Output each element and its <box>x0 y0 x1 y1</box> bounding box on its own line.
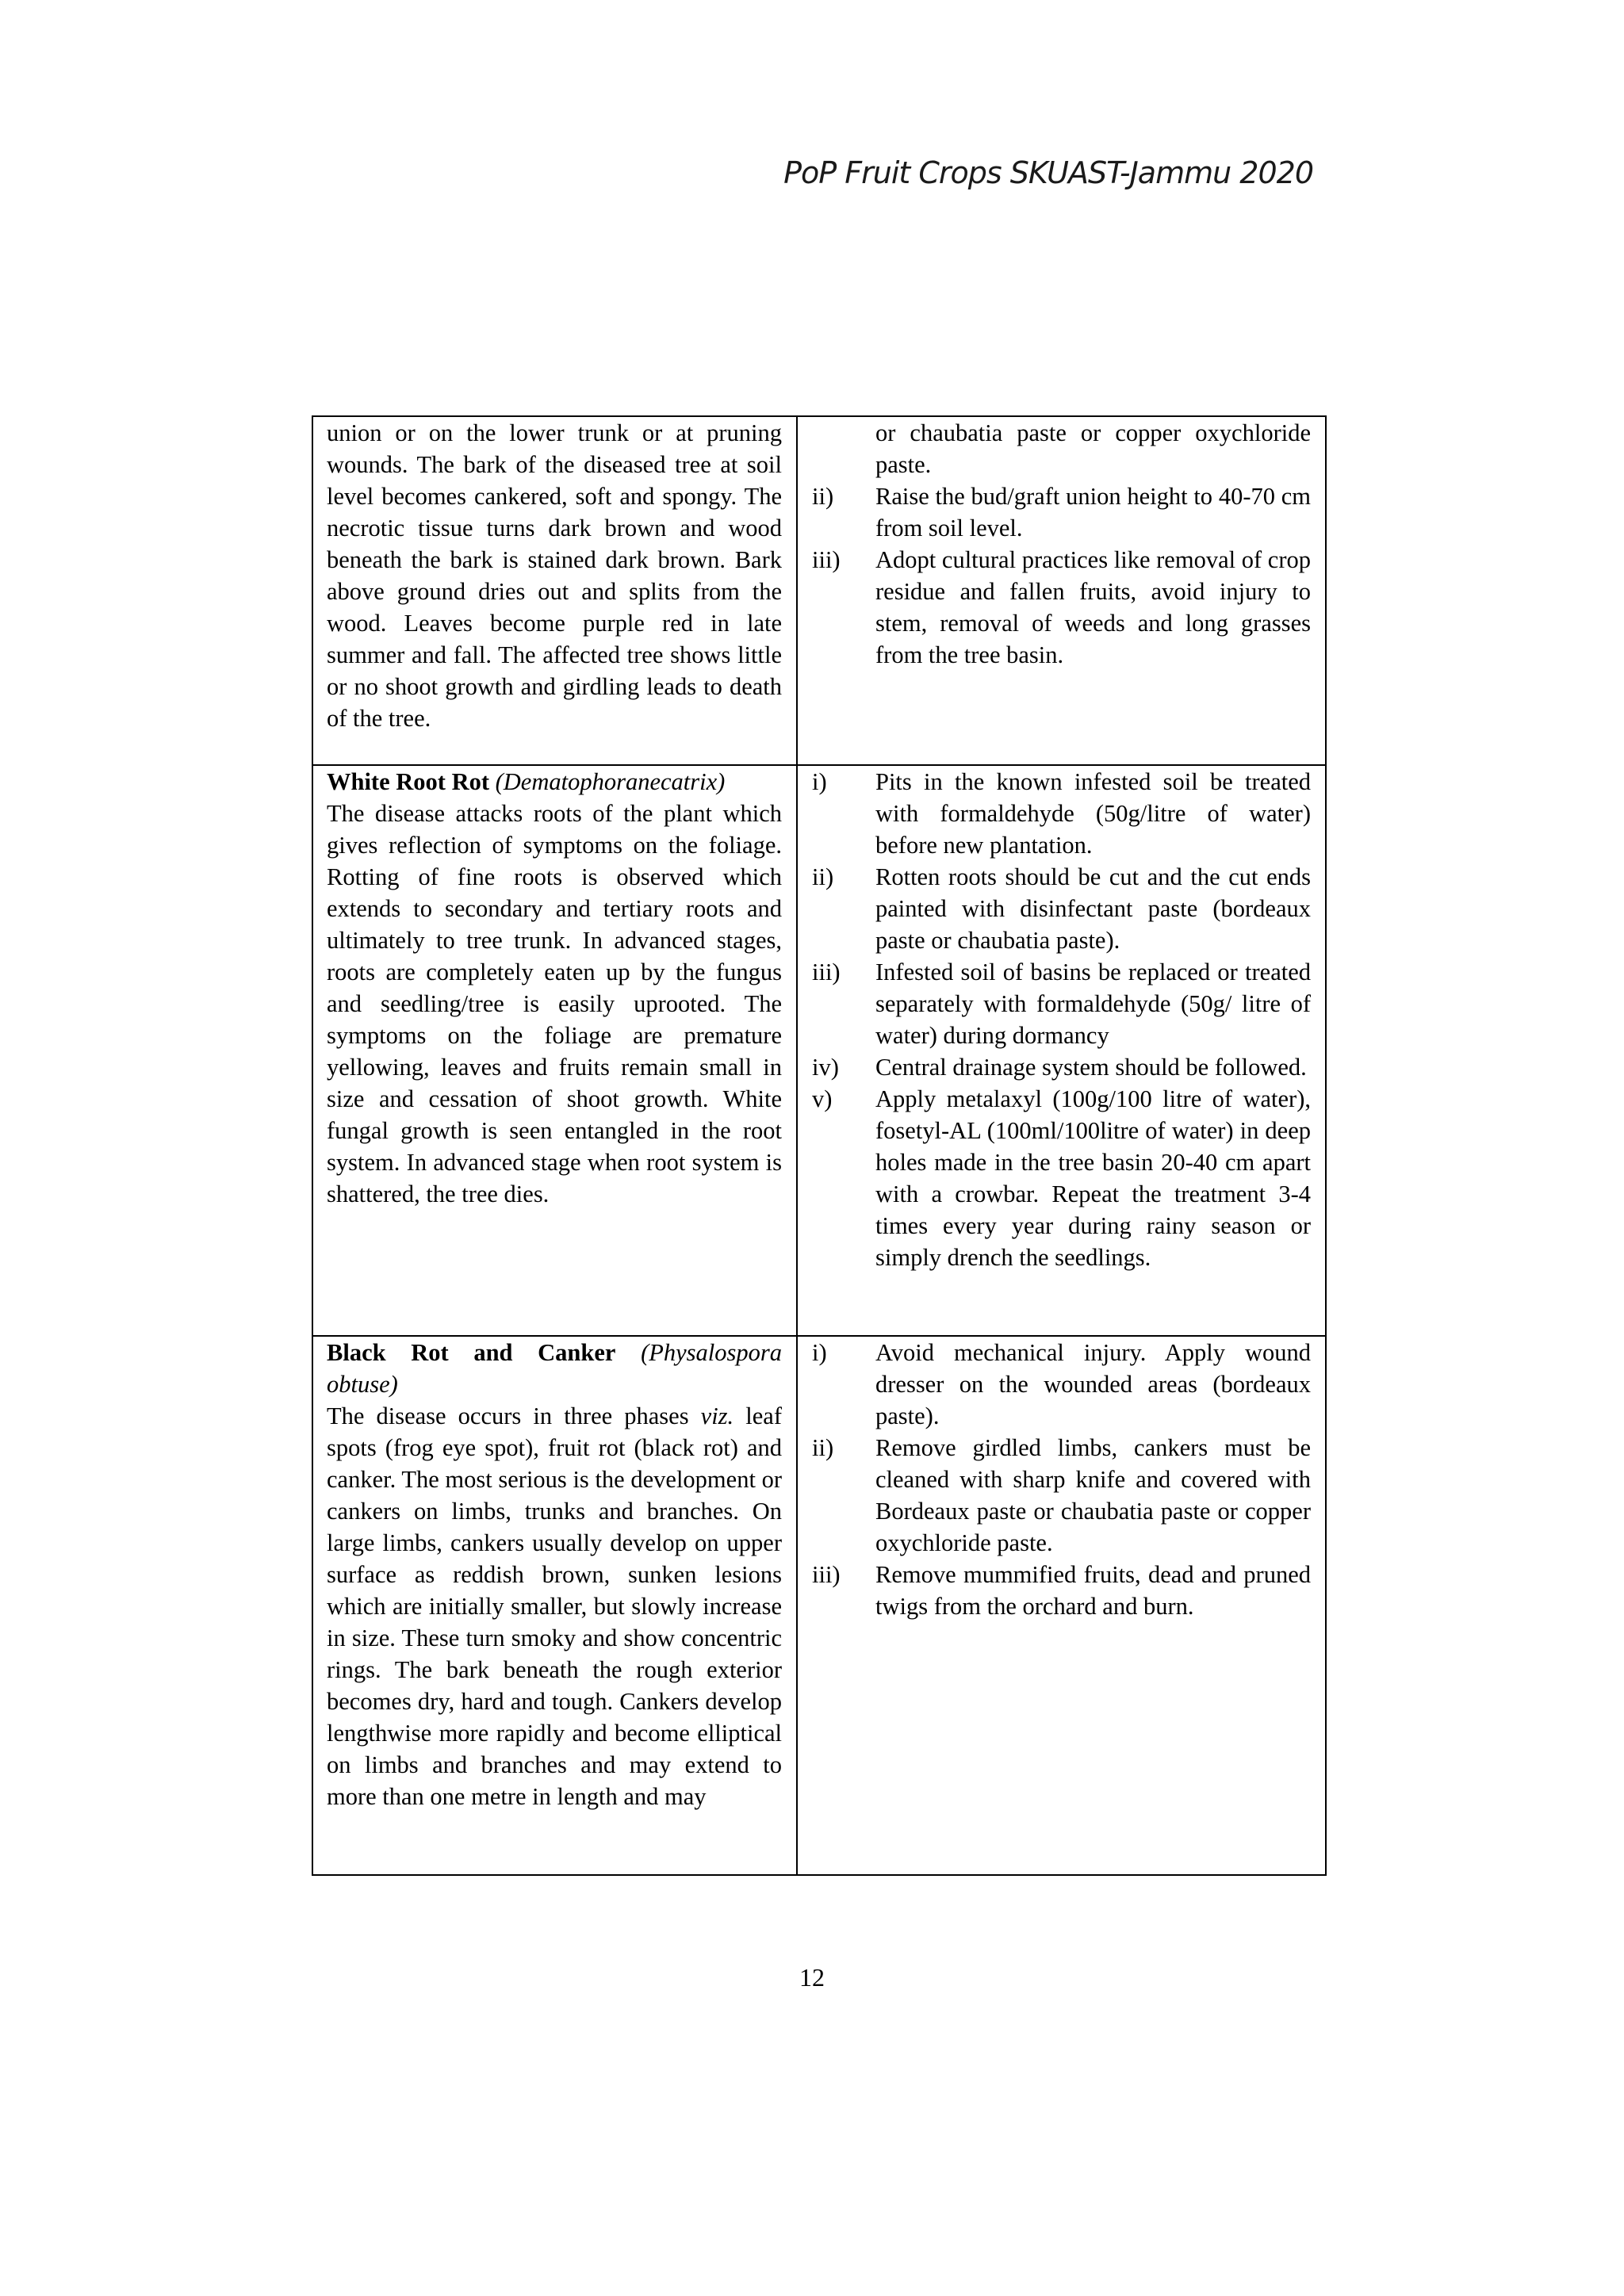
symptoms-intro: The disease occurs in three phases <box>327 1402 701 1429</box>
management-cell <box>797 765 1326 1336</box>
item-number: iv) <box>812 1054 839 1081</box>
table-row <box>312 416 1326 765</box>
item-number: iii) <box>812 959 841 985</box>
list-item <box>812 544 1311 671</box>
pathogen-name: (Physalospora obtuse) <box>327 1339 782 1398</box>
management-cell <box>797 1336 1326 1875</box>
list-item <box>812 1083 1311 1273</box>
symptoms-cell <box>312 765 797 1336</box>
item-number: ii) <box>812 483 834 510</box>
item-number <box>812 417 875 480</box>
list-item <box>812 1051 1311 1083</box>
disease-management-table <box>312 415 1327 1876</box>
item-text: Remove mummified fruits, dead and pruned twigs from the orchard and burn. <box>875 1561 1311 1620</box>
item-text: Remove girdled limbs, cankers must be cleaned with sharp knife and covered with Bordeaux paste or chaubatia paste or copper oxychloride paste. <box>875 1434 1311 1556</box>
item-number: v) <box>812 1085 833 1112</box>
item-number: iii) <box>812 546 841 573</box>
symptoms-cell <box>312 416 797 765</box>
item-text: Raise the bud/graft union height to 40-70 cm from soil level. <box>875 483 1311 541</box>
symptoms-cell <box>312 1336 797 1875</box>
item-number: i) <box>812 1339 827 1366</box>
list-item <box>812 1559 1311 1622</box>
item-text: Apply metalaxyl (100g/100 litre of water), fosetyl-AL (100ml/100litre of water) in deep holes made in the tree basin 20-40 cm apart with a crowbar. Repeat the treatment 3-4 times every year during rainy season or simply drench the seedlings. <box>875 1085 1311 1271</box>
item-text: Infested soil of basins be replaced or treated separately with formaldehyde (50g/ litre of water) during dormancy <box>875 959 1311 1049</box>
list-item <box>812 1337 1311 1432</box>
item-text: Pits in the known infested soil be treated with formaldehyde (50g/litre of water) before new plantation. <box>875 768 1311 859</box>
symptoms-text <box>327 1400 782 1812</box>
list-item <box>812 1432 1311 1559</box>
item-text: Avoid mechanical injury. Apply wound dresser on the wounded areas (bordeaux paste). <box>875 1339 1311 1429</box>
table-row <box>312 1336 1326 1875</box>
symptoms-body: leaf spots (frog eye spot), fruit rot (black rot) and canker. The most serious is the development or cankers on limbs, trunks and branches. On large limbs, cankers usually develop on upper surface as reddish brown, sunken lesions which are initially smaller, but slowly increase in size. These turn smoky and show concentric rings. The bark beneath the rough exterior becomes dry, hard and tough. Cankers develop lengthwise more rapidly and become elliptical on limbs and branches and may extend to more than one metre in length and may <box>327 1402 782 1810</box>
symptoms-text: The disease attacks roots of the plant which gives reflection of symptoms on the foliage. Rotting of fine roots is observed which extends to secondary and tertiary roots and ultimately to tree trunk. In advanced stages, roots are completely eaten up by the fungus and seedling/tree is easily uprooted. The symptoms on the foliage are premature yellowing, leaves and fruits remain small in size and cessation of shoot growth. White fungal growth is seen entangled in the root system. In advanced stage when root system is shattered, the tree dies. <box>327 800 782 1207</box>
item-text: Adopt cultural practices like removal of crop residue and fallen fruits, avoid injury to stem, removal of weeds and long grasses from the tree basin. <box>875 546 1311 668</box>
item-number: ii) <box>812 863 834 890</box>
viz-abbreviation: viz. <box>700 1402 734 1429</box>
disease-heading <box>327 1337 782 1400</box>
disease-heading <box>327 766 782 798</box>
item-number: iii) <box>812 1561 841 1588</box>
disease-name: White Root Rot <box>327 768 489 795</box>
pathogen-name: (Dematophoranecatrix) <box>495 768 726 795</box>
list-item <box>812 861 1311 956</box>
list-item <box>812 956 1311 1051</box>
list-item <box>812 480 1311 544</box>
page-number: 12 <box>799 1963 825 1992</box>
item-text: Rotten roots should be cut and the cut ends painted with disinfectant paste (bordeaux paste or chaubatia paste). <box>875 863 1311 954</box>
disease-name: Black Rot and Canker <box>327 1339 616 1366</box>
table-row <box>312 765 1326 1336</box>
item-text: or chaubatia paste or copper oxychloride paste. <box>875 419 1311 478</box>
symptoms-text: union or on the lower trunk or at pruning wounds. The bark of the diseased tree at soil level becomes cankered, soft and spongy. The necrotic tissue turns dark brown and wood beneath the bark is stained dark brown. Bark above ground dries out and splits from the wood. Leaves become purple red in late summer and fall. The affected tree shows little or no shoot growth and girdling leads to death of the tree. <box>327 419 782 732</box>
list-item <box>812 417 1311 480</box>
item-text: Central drainage system should be followed. <box>875 1054 1307 1081</box>
running-header: PoP Fruit Crops SKUAST-Jammu 2020 <box>783 155 1313 190</box>
item-number: i) <box>812 768 827 795</box>
management-cell <box>797 416 1326 765</box>
list-item <box>812 766 1311 861</box>
item-number: ii) <box>812 1434 834 1461</box>
